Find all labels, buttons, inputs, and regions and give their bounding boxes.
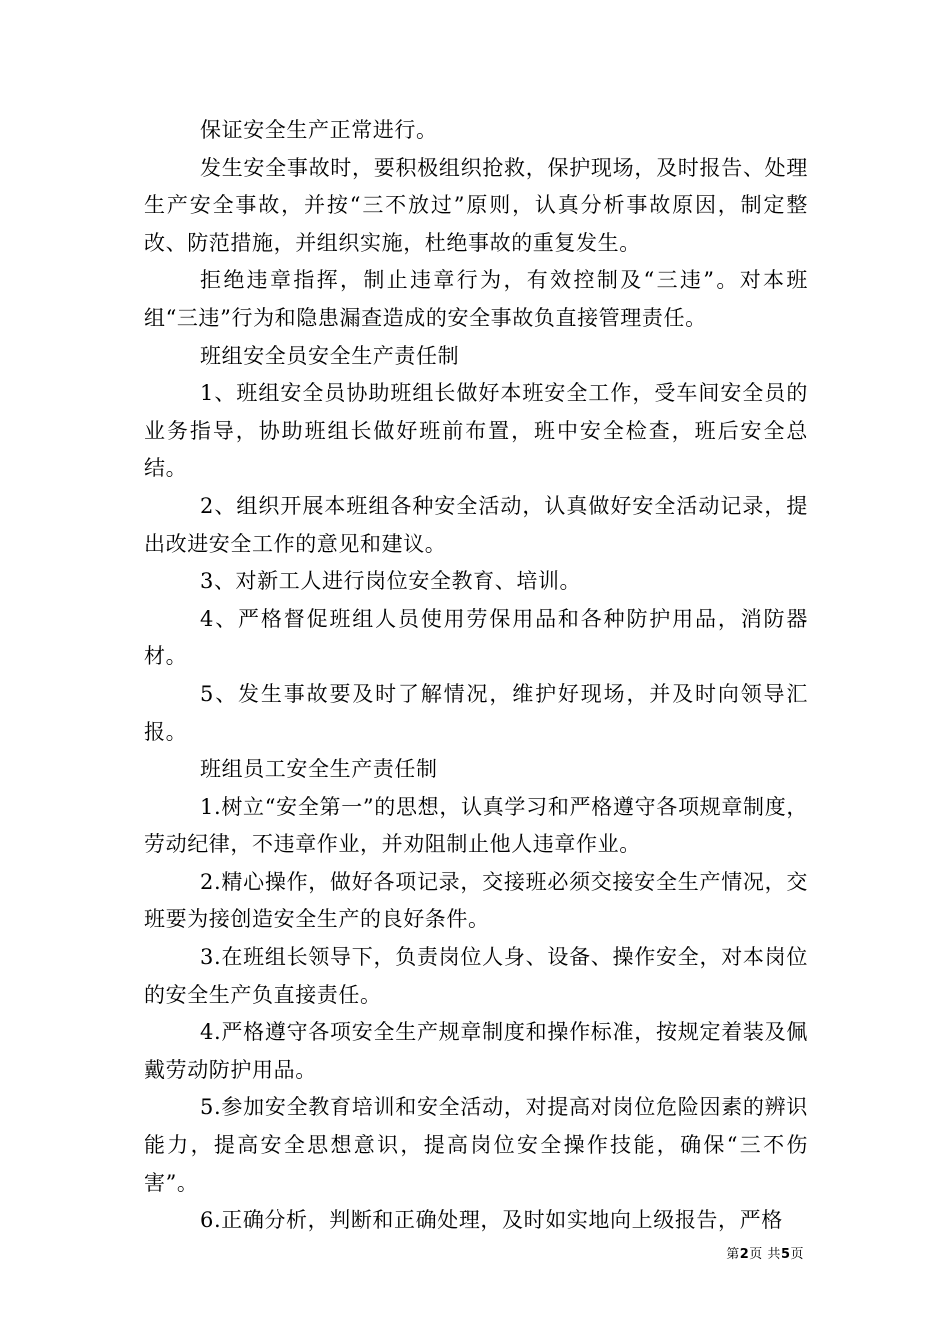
footer-prefix: 第 — [726, 1247, 740, 1262]
section-heading: 班组员工安全生产责任制 — [200, 757, 438, 782]
paragraph: 1.树立“安全第一”的思想，认真学习和严格遵守各项规章制度，劳动纪律，不违章作业，并劝阻制止他人违章作业。 — [144, 794, 808, 857]
footer-total-pages: 5 — [780, 1247, 791, 1262]
paragraph: 发生安全事故时，要积极组织抢救，保护现场，及时报告、处理生产安全事故，并按“三不放过”原则，认真分析事故原因，制定整改、防范措施，并组织实施，杜绝事故的重复发生。 — [144, 155, 808, 255]
paragraph: 3.在班组长领导下，负责岗位人身、设备、操作安全，对本岗位的安全生产负直接责任。 — [144, 945, 808, 1007]
paragraph: 2、组织开展本班组各种安全活动，认真做好安全活动记录，提出改进安全工作的意见和建议。 — [144, 493, 808, 556]
page-footer — [726, 1243, 804, 1262]
paragraph: 2.精心操作，做好各项记录，交接班必须交接安全生产情况，交班要为接创造安全生产的良好条件。 — [144, 869, 808, 932]
paragraph: 4、严格督促班组人员使用劳保用品和各种防护用品，消防器材。 — [144, 606, 808, 669]
footer-middle: 页 共 — [749, 1247, 781, 1262]
document-body — [144, 112, 808, 1240]
paragraph: 4.严格遵守各项安全生产规章制度和操作标准，按规定着装及佩戴劳动防护用品。 — [144, 1020, 808, 1082]
footer-suffix: 页 — [790, 1247, 804, 1262]
paragraph: 6.正确分析，判断和正确处理，及时如实地向上级报告，严格 — [200, 1208, 783, 1233]
paragraph: 3、对新工人进行岗位安全教育、培训。 — [200, 569, 582, 594]
paragraph: 5、发生事故要及时了解情况，维护好现场，并及时向领导汇报。 — [144, 681, 808, 744]
section-heading: 班组安全员安全生产责任制 — [200, 343, 460, 368]
paragraph: 拒绝违章指挥，制止违章行为，有效控制及“三违”。对本班组“三违”行为和隐患漏查造成的安全事故负直接管理责任。 — [144, 268, 808, 330]
footer-current-page: 2 — [739, 1247, 750, 1262]
paragraph: 保证安全生产正常进行。 — [200, 118, 438, 142]
paragraph: 5.参加安全教育培训和安全活动，对提高对岗位危险因素的辨识能力，提高安全思想意识，提高岗位安全操作技能，确保“三不伤害”。 — [144, 1095, 808, 1195]
paragraph: 1、班组安全员协助班组长做好本班安全工作，受车间安全员的业务指导，协助班组长做好班前布置，班中安全检查，班后安全总结。 — [144, 381, 808, 481]
